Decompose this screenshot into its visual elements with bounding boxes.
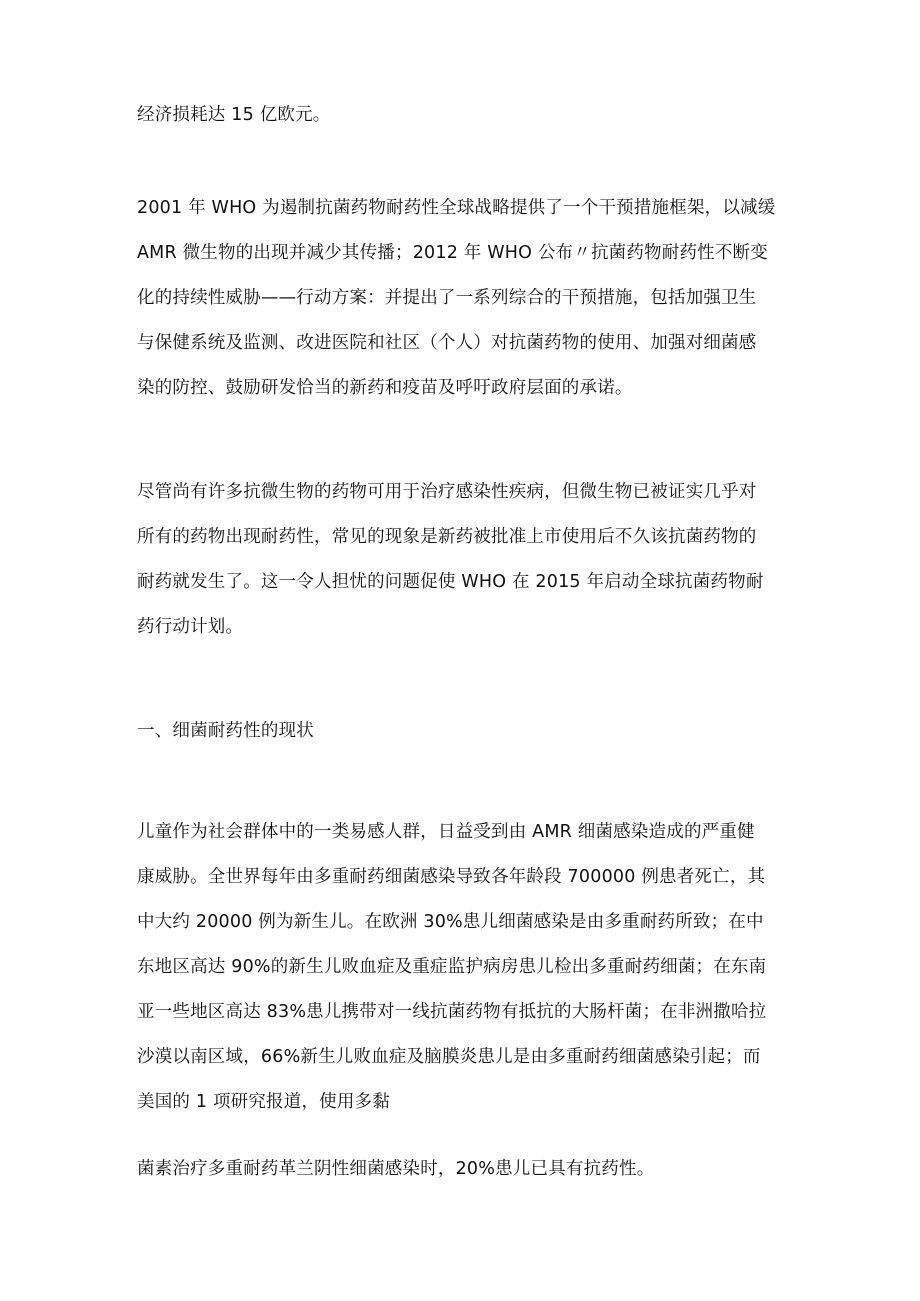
paragraph-5-line-1: 儿童作为社会群体中的一类易感人群，日益受到由 AMR 细菌感染造成的严重健 [137, 822, 755, 842]
paragraph-2-line-4: 与保健系统及监测、改进医院和社区（个人）对抗菌药物的使用、加强对细菌感 [137, 333, 757, 353]
paragraph-5-line-3: 中大约 20000 例为新生儿。在欧洲 30%患儿细菌感染是由多重耐药所致；在中 [137, 912, 764, 932]
paragraph-3-line-2: 所有的药物出现耐药性，常见的现象是新药被批准上市使用后不久该抗菌药物的 [137, 527, 757, 547]
paragraph-3-line-4: 药行动计划。 [137, 617, 244, 637]
paragraph-3-line-3: 耐药就发生了。这一令人担忧的问题促使 WHO 在 2015 年启动全球抗菌药物耐 [137, 572, 764, 592]
paragraph-5-line-5: 亚一些地区高达 83%患儿携带对一线抗菌药物有抵抗的大肠杆菌；在非洲撒哈拉 [137, 1002, 767, 1022]
paragraph-2-line-3: 化的持续性威胁——行动方案：并提出了一系列综合的干预措施，包括加强卫生 [137, 288, 757, 308]
paragraph-1-line-1: 经济损耗达 15 亿欧元。 [137, 105, 331, 125]
paragraph-5-line-4: 东地区高达 90%的新生儿败血症及重症监护病房患儿检出多重耐药细菌；在东南 [137, 957, 767, 977]
paragraph-6-line-1: 菌素治疗多重耐药革兰阴性细菌感染时，20%患儿已具有抗药性。 [137, 1159, 655, 1179]
paragraph-5-line-2: 康威胁。全世界每年由多重耐药细菌感染导致各年龄段 700000 例患者死亡，其 [137, 867, 766, 887]
paragraph-3-line-1: 尽管尚有许多抗微生物的药物可用于治疗感染性疾病，但微生物已被证实几乎对 [137, 482, 757, 502]
section-heading: 一、细菌耐药性的现状 [137, 721, 314, 741]
paragraph-2-line-1: 2001 年 WHO 为遏制抗菌药物耐药性全球战略提供了一个干预措施框架，以减缓 [137, 198, 776, 218]
paragraph-2-line-2: AMR 微生物的出现并减少其传播；2012 年 WHO 公布〃抗菌药物耐药性不断变 [137, 243, 768, 263]
paragraph-5-line-7: 美国的 1 项研究报道，使用多黏 [137, 1092, 390, 1112]
paragraph-5-line-6: 沙漠以南区域，66%新生儿败血症及脑膜炎患儿是由多重耐药细菌感染引起；而 [137, 1047, 761, 1067]
paragraph-2-line-5: 染的防控、鼓励研发恰当的新药和疫苗及呼吁政府层面的承诺。 [137, 378, 633, 398]
